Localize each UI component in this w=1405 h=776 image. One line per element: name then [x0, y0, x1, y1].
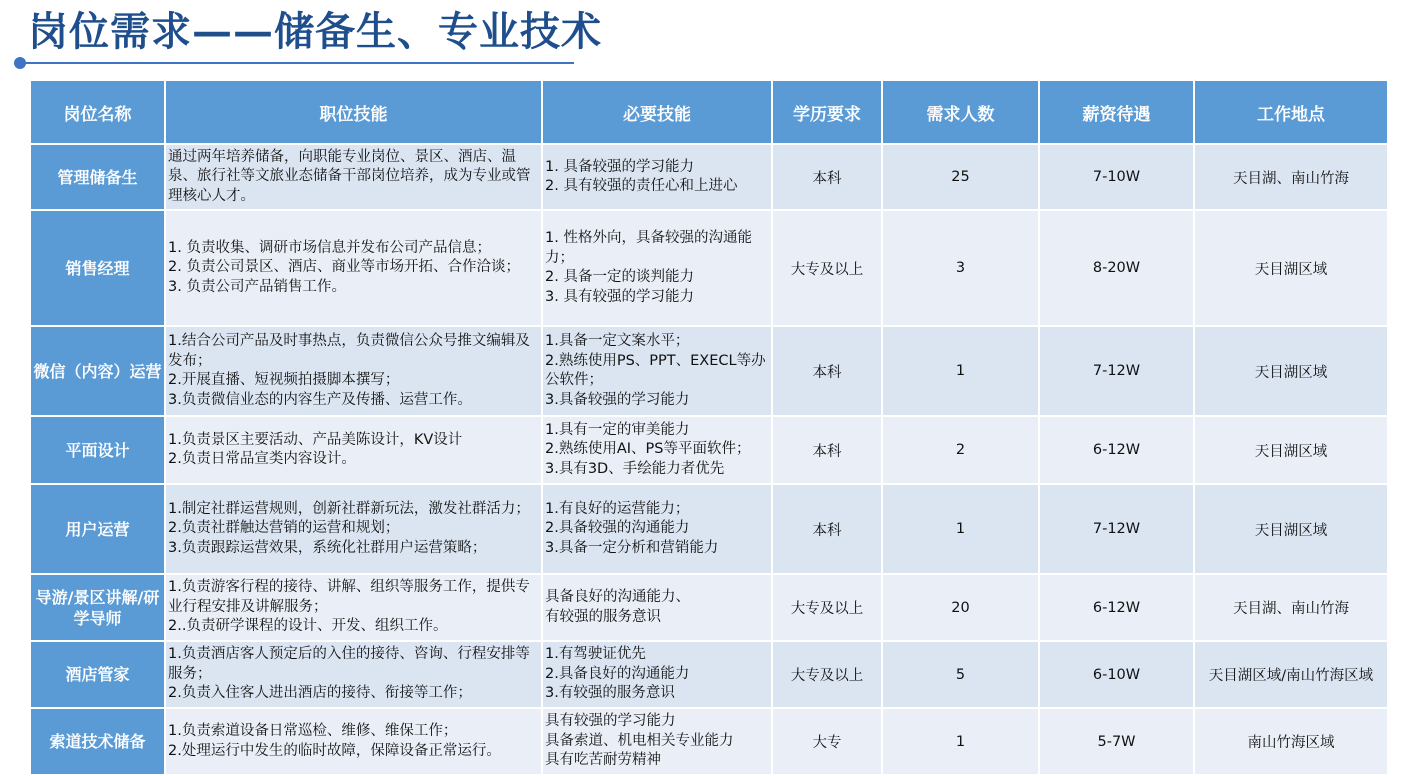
header-education: 学历要求: [772, 80, 882, 144]
table-row: [30, 144, 1388, 210]
cell-headcount: 25: [882, 144, 1039, 210]
header-required-skills: 必要技能: [542, 80, 772, 144]
header-duties: 职位技能: [165, 80, 542, 144]
cell-position-name: 导游/景区讲解/研学导师: [30, 574, 165, 641]
cell-duties: 1.制定社群运营规则，创新社群新玩法，激发社群活力； 2.负责社群触达营销的运营和规划； 3.负责跟踪运营效果，系统化社群用户运营策略；: [165, 484, 542, 574]
header-location: 工作地点: [1194, 80, 1388, 144]
cell-salary: 5-7W: [1039, 708, 1194, 775]
cell-duties: 1.结合公司产品及时事热点，负责微信公众号推文编辑及发布； 2.开展直播、短视频拍摄脚本撰写； 3.负责微信业态的内容生产及传播、运营工作。: [165, 326, 542, 416]
cell-education: 大专及以上: [772, 210, 882, 326]
cell-duties: 1.负责索道设备日常巡检、维修、维保工作； 2.处理运行中发生的临时故障，保障设备正常运行。: [165, 708, 542, 775]
cell-duties: 1. 负责收集、调研市场信息并发布公司产品信息； 2. 负责公司景区、酒店、商业等市场开拓、合作洽谈； 3. 负责公司产品销售工作。: [165, 210, 542, 326]
cell-headcount: 1: [882, 484, 1039, 574]
cell-skills: 具有较强的学习能力 具备索道、机电相关专业能力 具有吃苦耐劳精神: [542, 708, 772, 775]
cell-education: 本科: [772, 484, 882, 574]
cell-headcount: 3: [882, 210, 1039, 326]
cell-duties: 通过两年培养储备，向职能专业岗位、景区、酒店、温泉、旅行社等文旅业态储备干部岗位培养，成为专业或管理核心人才。: [165, 144, 542, 210]
cell-location: 天目湖、南山竹海: [1194, 574, 1388, 641]
cell-skills: 1.具备一定文案水平； 2.熟练使用PS、PPT、EXECL等办公软件； 3.具备较强的学习能力: [542, 326, 772, 416]
cell-position-name: 用户运营: [30, 484, 165, 574]
cell-location: 南山竹海区域: [1194, 708, 1388, 775]
cell-education: 本科: [772, 144, 882, 210]
cell-skills: 1.有良好的运营能力； 2.具备较强的沟通能力 3.具备一定分析和营销能力: [542, 484, 772, 574]
job-requirements-table: [29, 79, 1389, 776]
cell-salary: 6-12W: [1039, 416, 1194, 484]
table-row: [30, 484, 1388, 574]
table-row: [30, 416, 1388, 484]
table-row: [30, 708, 1388, 775]
cell-salary: 8-20W: [1039, 210, 1194, 326]
cell-skills: 1.具有一定的审美能力 2.熟练使用AI、PS等平面软件； 3.具有3D、手绘能力者优先: [542, 416, 772, 484]
cell-headcount: 5: [882, 641, 1039, 708]
cell-location: 天目湖区域: [1194, 210, 1388, 326]
cell-location: 天目湖区域/南山竹海区域: [1194, 641, 1388, 708]
table-row: [30, 574, 1388, 641]
table-row: [30, 641, 1388, 708]
cell-location: 天目湖、南山竹海: [1194, 144, 1388, 210]
cell-location: 天目湖区域: [1194, 484, 1388, 574]
cell-education: 大专及以上: [772, 574, 882, 641]
cell-position-name: 平面设计: [30, 416, 165, 484]
cell-headcount: 1: [882, 708, 1039, 775]
cell-salary: 7-12W: [1039, 326, 1194, 416]
cell-salary: 6-12W: [1039, 574, 1194, 641]
table-header-row: [30, 80, 1388, 144]
header-salary: 薪资待遇: [1039, 80, 1194, 144]
cell-skills: 1.有驾驶证优先 2.具备良好的沟通能力 3.有较强的服务意识: [542, 641, 772, 708]
cell-salary: 7-12W: [1039, 484, 1194, 574]
cell-salary: 6-10W: [1039, 641, 1194, 708]
cell-location: 天目湖区域: [1194, 326, 1388, 416]
header-headcount: 需求人数: [882, 80, 1039, 144]
cell-education: 本科: [772, 416, 882, 484]
cell-position-name: 酒店管家: [30, 641, 165, 708]
cell-skills: 1. 性格外向，具备较强的沟通能力； 2. 具备一定的谈判能力 3. 具有较强的学习能力: [542, 210, 772, 326]
table-row: [30, 326, 1388, 416]
cell-duties: 1.负责游客行程的接待、讲解、组织等服务工作，提供专业行程安排及讲解服务； 2..负责研学课程的设计、开发、组织工作。: [165, 574, 542, 641]
header-position-name: 岗位名称: [30, 80, 165, 144]
cell-education: 大专及以上: [772, 641, 882, 708]
cell-skills: 1. 具备较强的学习能力 2. 具有较强的责任心和上进心: [542, 144, 772, 210]
cell-location: 天目湖区域: [1194, 416, 1388, 484]
cell-education: 本科: [772, 326, 882, 416]
cell-duties: 1.负责酒店客人预定后的入住的接待、咨询、行程安排等服务； 2.负责入住客人进出酒店的接待、衔接等工作；: [165, 641, 542, 708]
cell-position-name: 销售经理: [30, 210, 165, 326]
cell-skills: 具备良好的沟通能力、 有较强的服务意识: [542, 574, 772, 641]
table-row: [30, 210, 1388, 326]
cell-position-name: 微信（内容）运营: [30, 326, 165, 416]
cell-headcount: 1: [882, 326, 1039, 416]
cell-headcount: 2: [882, 416, 1039, 484]
cell-position-name: 管理储备生: [30, 144, 165, 210]
page-title: 岗位需求——储备生、专业技术: [28, 8, 602, 55]
cell-salary: 7-10W: [1039, 144, 1194, 210]
cell-headcount: 20: [882, 574, 1039, 641]
title-underline: [22, 62, 574, 64]
cell-education: 大专: [772, 708, 882, 775]
cell-duties: 1.负责景区主要活动、产品美陈设计，KV设计 2.负责日常品宣类内容设计。: [165, 416, 542, 484]
cell-position-name: 索道技术储备: [30, 708, 165, 775]
